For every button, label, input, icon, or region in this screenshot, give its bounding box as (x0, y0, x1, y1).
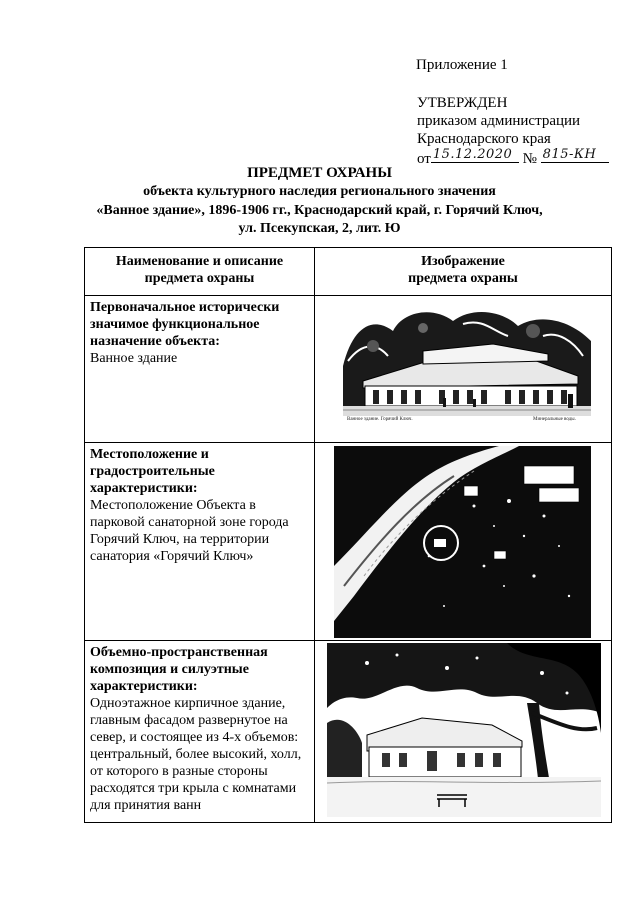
row-image-cell (315, 443, 612, 641)
col-header-description-line1: Наименование и описание (115, 254, 284, 269)
approval-block (417, 94, 609, 168)
col-header-image (315, 248, 612, 296)
number-label: № (522, 151, 537, 167)
photo-caption-left: Ванное здание. Горячий Ключ. (347, 417, 413, 422)
row-title: Местоположение и градостроительные характеристики (90, 447, 215, 496)
col-header-description-line2: предмета охраны (144, 271, 255, 286)
row-description: Местоположение и градостроительные характеристики: Местоположение Объекта в парковой санаторной зоне города Горячий Ключ, на территории санатория «Горячий Ключ» (85, 443, 315, 641)
handwritten-date: 15.12.2020 (432, 147, 513, 162)
col-header-description (85, 248, 315, 296)
historic-building-photo (343, 306, 591, 429)
protection-table (84, 247, 612, 823)
approval-line-1: приказом администрации (417, 113, 581, 129)
document-subtitle-2: «Ванное здание», 1896-1906 гг., Краснодарский край, г. Горячий Ключ, (96, 203, 543, 218)
table-header-row (85, 248, 612, 296)
row-title: Первоначальное исторически значимое функциональное назначение объекта (90, 300, 280, 349)
date-line (431, 148, 519, 163)
row-image-cell (315, 641, 612, 823)
number-line (541, 148, 609, 163)
modern-building-photo (327, 643, 601, 817)
table-row (85, 443, 612, 641)
row-text: Местоположение Объекта в парковой санаторной зоне города Горячий Ключ, на территории санатория «Горячий Ключ» (90, 498, 289, 564)
aerial-location-photo (334, 446, 591, 638)
from-label: от (417, 151, 431, 167)
document-title: ПРЕДМЕТ ОХРАНЫ (247, 165, 392, 181)
document-subtitle-1: объекта культурного наследия регионального значения (143, 184, 496, 199)
row-text: Ванное здание (90, 351, 178, 366)
row-description: Объемно-пространственная композиция и силуэтные характеристики: Одноэтажное кирпичное здание, главным фасадом развернутое на север, и состоящее из 4-х объемов: центральный, более высокий, холл, от которого в разные стороны расходятся три крыла с комнатами для принятия ванн (85, 641, 315, 823)
approval-line-2: Краснодарского края (417, 131, 551, 147)
table-row (85, 296, 612, 443)
col-header-image-line1: Изображение (421, 254, 505, 269)
approved-label: УТВЕРЖДЕН (417, 95, 508, 111)
document-subtitle-3: ул. Псекупская, 2, лит. Ю (238, 221, 401, 236)
row-title: Объемно-пространственная композиция и силуэтные характеристики (90, 645, 268, 694)
row-text: Одноэтажное кирпичное здание, главным фасадом развернутое на север, и состоящее из 4-х объемов: центральный, более высокий, холл, от которого в разные стороны расходятся три крыла с комнатами для принятия ванн (90, 696, 302, 813)
row-description: Первоначальное исторически значимое функциональное назначение объекта: Ванное здание (85, 296, 315, 443)
appendix-label: Приложение 1 (416, 57, 508, 73)
table-row (85, 641, 612, 823)
photo-caption-right: Минеральные воды. (533, 417, 576, 422)
handwritten-number: 815-КН (542, 147, 597, 162)
col-header-image-line2: предмета охраны (408, 271, 518, 286)
row-image-cell (315, 296, 612, 443)
